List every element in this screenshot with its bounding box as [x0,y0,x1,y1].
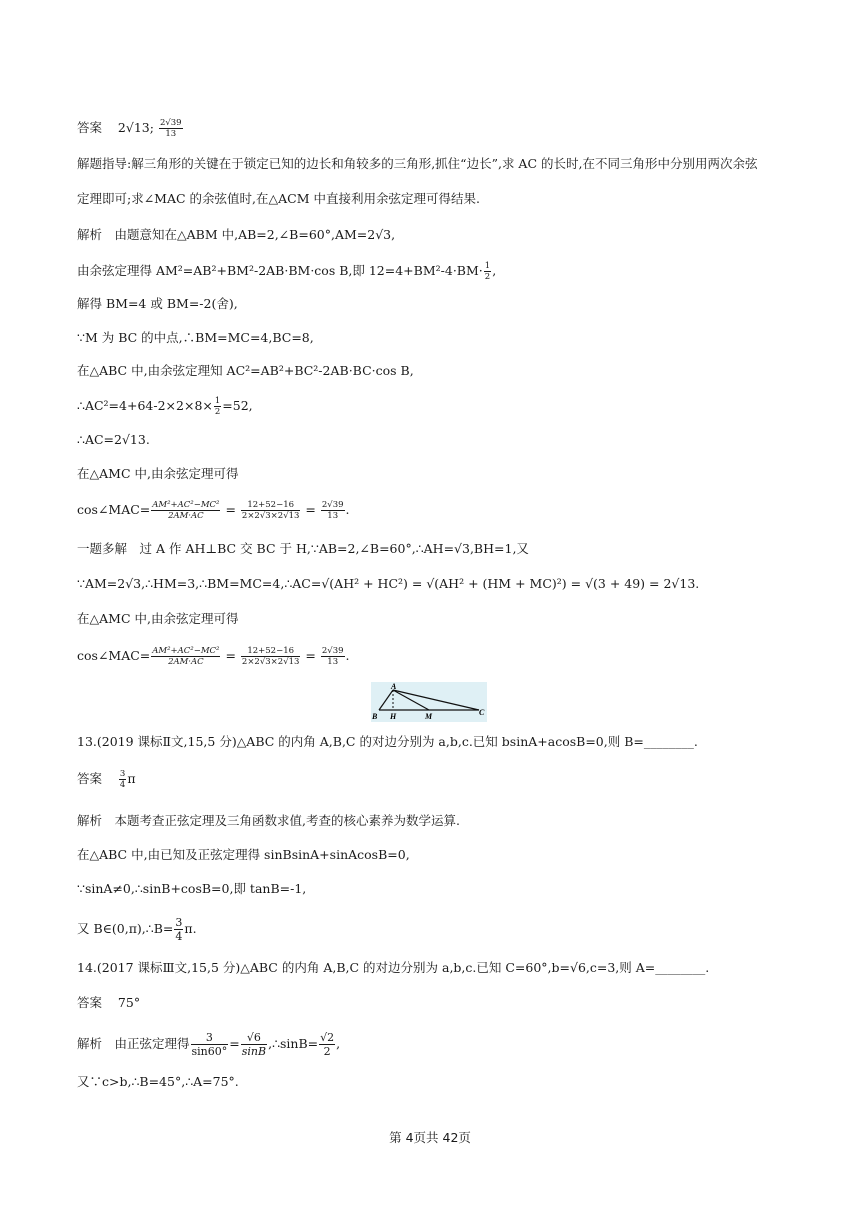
cos-formula-1: cos∠MAC= $\frac{\text{AM²+AC²−MC²}}{2AM\cdot AC}$ = $\frac{12+52-16}{2\times 2√3\times 2√13}$ = $\frac{2√39}{13}$ . [77,500,350,521]
analysis-line-2: 由余弦定理得 AM²=AB²+BM²-2AB·BM·cos B,即 12=4+BM²-4·BM· $\frac{1}{2}$ , [77,261,497,282]
answer-value: 2√13; [117,120,154,135]
alt-line-1: 一题多解 过 A 作 AH⊥BC 交 BC 于 H,∵AB=2,∠B=60°,∴AH=√3,BH=1,又 [77,541,529,556]
half-fraction: $\frac{1}{2}$ [484,261,491,282]
q14-fraction-2: $\frac{√6}{\sin B}$ [241,1031,267,1058]
answer-label: 答案 [77,120,103,135]
page-footer: 第 4页共 42页 [389,1130,471,1145]
segment-am [393,690,429,710]
label-m: M [425,712,433,721]
cos-fraction-1: $\frac{\text{AM²+AC²−MC²}}{2AM\cdot AC}$ [152,500,220,521]
q14-question: 14.(2017 课标Ⅲ文,15,5 分)△ABC 的内角 A,B,C 的对边分别为 a,b,c.已知 C=60°,b=√6,c=3,则 A=________. [77,960,710,975]
q13-fraction: $\frac{3}{4}$ [175,916,183,943]
label-a: A [391,682,397,691]
q13-answer: 答案 $\frac{3}{4}$ π [77,769,136,790]
q13-analysis-1: 解析 本题考查正弦定理及三角函数求值,考查的核心素养为数学运算. [77,813,460,828]
cos-fraction-1: $\frac{\text{AM²+AC²−MC²}}{2AM\cdot AC}$ [152,646,220,667]
q13-analysis-2: 在△ABC 中,由已知及正弦定理得 sinBsinA+sinAcosB=0, [77,847,410,862]
analysis-line-1: 解析 由题意知在△ABM 中,AB=2,∠B=60°,AM=2√3, [77,227,396,242]
side-ab [379,690,393,710]
q14-fraction-1: $\frac{3}{\sin 60^\circ}$ [191,1031,228,1058]
analysis-line-6: ∴AC²=4+64-2×2×8× $\frac{1}{2}$ =52, [77,396,253,417]
analysis-line-4: ∵M 为 BC 的中点,∴BM=MC=4,BC=8, [77,330,314,345]
alt-line-2: ∵AM=2√3,∴HM=3,∴BM=MC=4,∴AC=√(AH² + HC²) = √(AH² + (HM + MC)²) = √(3 + 49) = 2√13. [77,576,700,591]
q14-answer [77,994,140,1012]
q13-question: 13.(2019 课标Ⅱ文,15,5 分)△ABC 的内角 A,B,C 的对边分别为 a,b,c.已知 bsinA+acosB=0,则 B=________. [77,734,698,749]
analysis-line-8: 在△AMC 中,由余弦定理可得 [77,466,239,481]
answer-line-1 [77,118,184,139]
q14-fraction-3: $\frac{√2}{2}$ [320,1031,335,1058]
cos-fraction-2: $\frac{12+52-16}{2\times 2√3\times 2√13}$ [241,500,300,521]
cos-formula-2: cos∠MAC= $\frac{\text{AM²+AC²−MC²}}{2AM\cdot AC}$ = $\frac{12+52-16}{2\times 2√3\times 2√13}$ = $\frac{2√39}{13}$ . [77,646,350,667]
cos-fraction-2: $\frac{12+52-16}{2\times 2√3\times 2√13}$ [241,646,300,667]
cos-fraction-3: $\frac{2√39}{13}$ [321,646,344,667]
q13-answer-fraction: $\frac{3}{4}$ [119,769,126,790]
analysis-line-7: ∴AC=2√13. [77,432,150,447]
analysis-line-5: 在△ABC 中,由余弦定理知 AC²=AB²+BC²-2AB·BC·cos B, [77,363,414,378]
half-fraction: $\frac{1}{2}$ [214,396,221,417]
q14-analysis-1: 解析 由正弦定理得 $\frac{3}{\sin 60^\circ}$ = $\frac{√6}{\sin B}$ ,∴sinB= $\frac{√2}{2}$ , [77,1031,341,1058]
cos-fraction-3: $\frac{2√39}{13}$ [321,500,344,521]
guide-line-2: 定理即可;求∠MAC 的余弦值时,在△ACM 中直接利用余弦定理可得结果. [77,191,480,206]
q14-analysis-2: 又∵c>b,∴B=45°,∴A=75°. [77,1074,239,1089]
answer-label: 答案 [77,995,103,1010]
label-h: H [390,712,397,721]
q14-answer-value: 75° [117,995,141,1010]
analysis-line-3: 解得 BM=4 或 BM=-2(舍), [77,296,238,311]
triangle-diagram [371,682,487,722]
q13-analysis-3: ∵sinA≠0,∴sinB+cosB=0,即 tanB=-1, [77,881,307,896]
guide-line-1: 解题指导:解三角形的关键在于锁定已知的边长和角较多的三角形,抓住“边长”,求 AC 的长时,在不同三角形中分别用两次余弦 [77,156,758,171]
q13-analysis-4: 又 B∈(0,π),∴B= $\frac{3}{4}$ π. [77,916,197,943]
answer-label: 答案 [77,771,103,786]
triangle-figure [371,682,487,722]
side-ac [393,690,479,710]
label-c: C [479,708,485,717]
label-b: B [372,712,378,721]
alt-line-3: 在△AMC 中,由余弦定理可得 [77,611,239,626]
answer-fraction: $\frac{2√39}{13}$ [159,118,182,139]
